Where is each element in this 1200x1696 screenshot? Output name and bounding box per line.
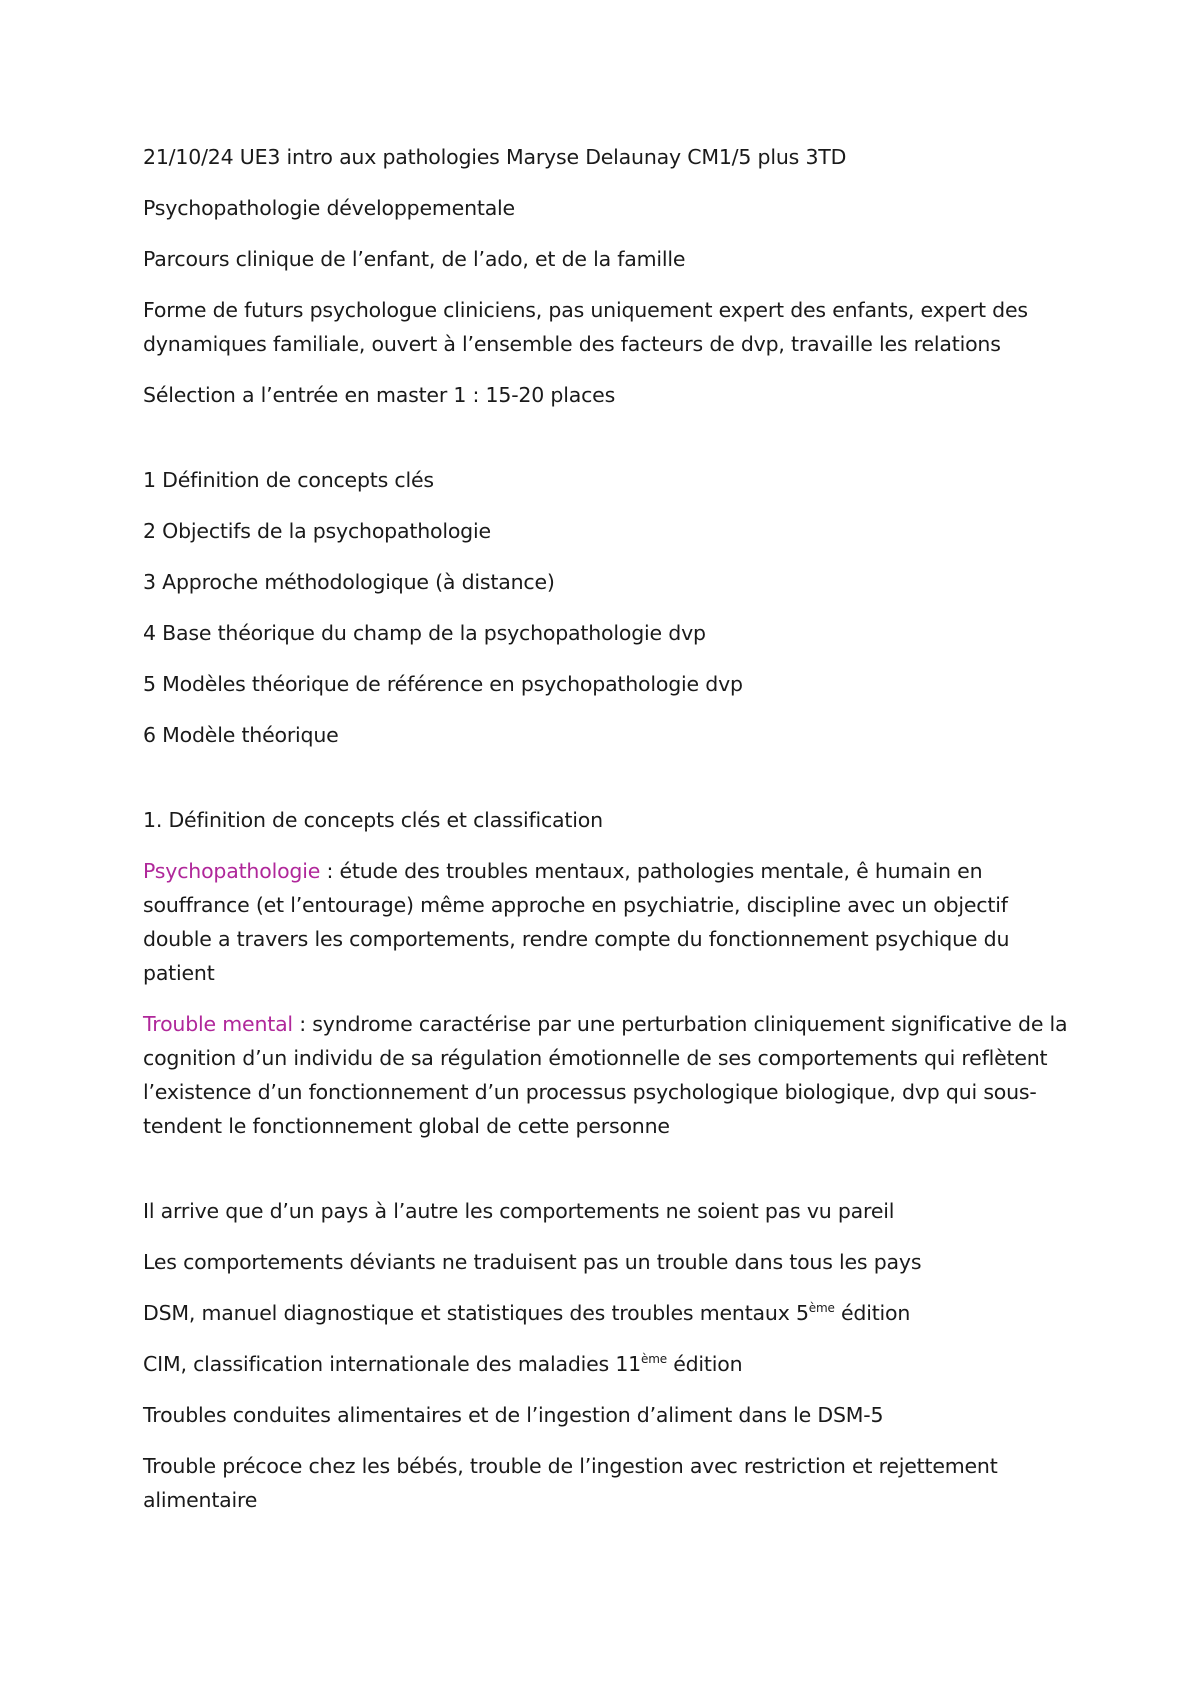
outline-item-4: 4 Base théorique du champ de la psychopathologie dvp <box>143 621 706 645</box>
note-line: Trouble précoce chez les bébés, trouble de l’ingestion avec restriction et rejettement alimentaire <box>143 1454 998 1512</box>
definition-text: : étude des troubles mentaux, pathologies mentale, ê humain en souffrance (et l’entourage) même approche en psychiatrie, discipline avec un objectif double a travers les comportements, rendre compte du fonctionnement psychique du patient <box>143 859 1010 985</box>
note-cim <box>143 1347 1073 1381</box>
header-line-parcours: Parcours clinique de l’enfant, de l’ado, et de la famille <box>143 247 686 271</box>
header-line-date-course: 21/10/24 UE3 intro aux pathologies Maryse Delaunay CM1/5 plus 3TD <box>143 145 847 169</box>
header-line-selection: Sélection a l’entrée en master 1 : 15-20 places <box>143 383 616 407</box>
outline-item-2: 2 Objectifs de la psychopathologie <box>143 519 491 543</box>
outline-item-6: 6 Modèle théorique <box>143 723 339 747</box>
definition-psychopathologie <box>143 854 1073 990</box>
note-line: Il arrive que d’un pays à l’autre les comportements ne soient pas vu pareil <box>143 1199 895 1223</box>
superscript: ème <box>808 1301 835 1316</box>
note-dsm <box>143 1296 1073 1330</box>
superscript: ème <box>641 1352 667 1367</box>
header-line-formation: Forme de futurs psychologue cliniciens, pas uniquement expert des enfants, expert des dynamiques familiale, ouvert à l’ensemble des facteurs de dvp, travaille les relations <box>143 298 1028 356</box>
definition-term: Trouble mental <box>143 1012 293 1036</box>
definition-text: : syndrome caractérise par une perturbation cliniquement significative de la cognition d’un individu de sa régulation émotionnelle de ses comportements qui reflètent l’existence d’un fonctionnement d’un processus psychologique biologique, dvp qui sous-tendent le fonctionnement global de cette personne <box>143 1012 1068 1138</box>
section-title: 1. Définition de concepts clés et classification <box>143 808 603 832</box>
header-line-subject: Psychopathologie développementale <box>143 196 515 220</box>
note-line: Les comportements déviants ne traduisent pas un trouble dans tous les pays <box>143 1250 922 1274</box>
outline-item-5: 5 Modèles théorique de référence en psychopathologie dvp <box>143 672 743 696</box>
outline-item-1: 1 Définition de concepts clés <box>143 468 434 492</box>
note-dsm-text: DSM, manuel diagnostique et statistiques des troubles mentaux 5 <box>143 1301 809 1325</box>
note-cim-edition: édition <box>666 1352 743 1376</box>
spacer <box>143 1160 1073 1194</box>
spacer <box>143 769 1073 803</box>
definition-trouble-mental <box>143 1007 1073 1143</box>
document-body <box>143 140 1073 1534</box>
definition-term: Psychopathologie <box>143 859 321 883</box>
spacer <box>143 429 1073 463</box>
note-cim-text: CIM, classification internationale des maladies 11 <box>143 1352 642 1376</box>
note-dsm-edition: édition <box>834 1301 911 1325</box>
note-line: Troubles conduites alimentaires et de l’ingestion d’aliment dans le DSM-5 <box>143 1403 884 1427</box>
outline-item-3: 3 Approche méthodologique (à distance) <box>143 570 555 594</box>
